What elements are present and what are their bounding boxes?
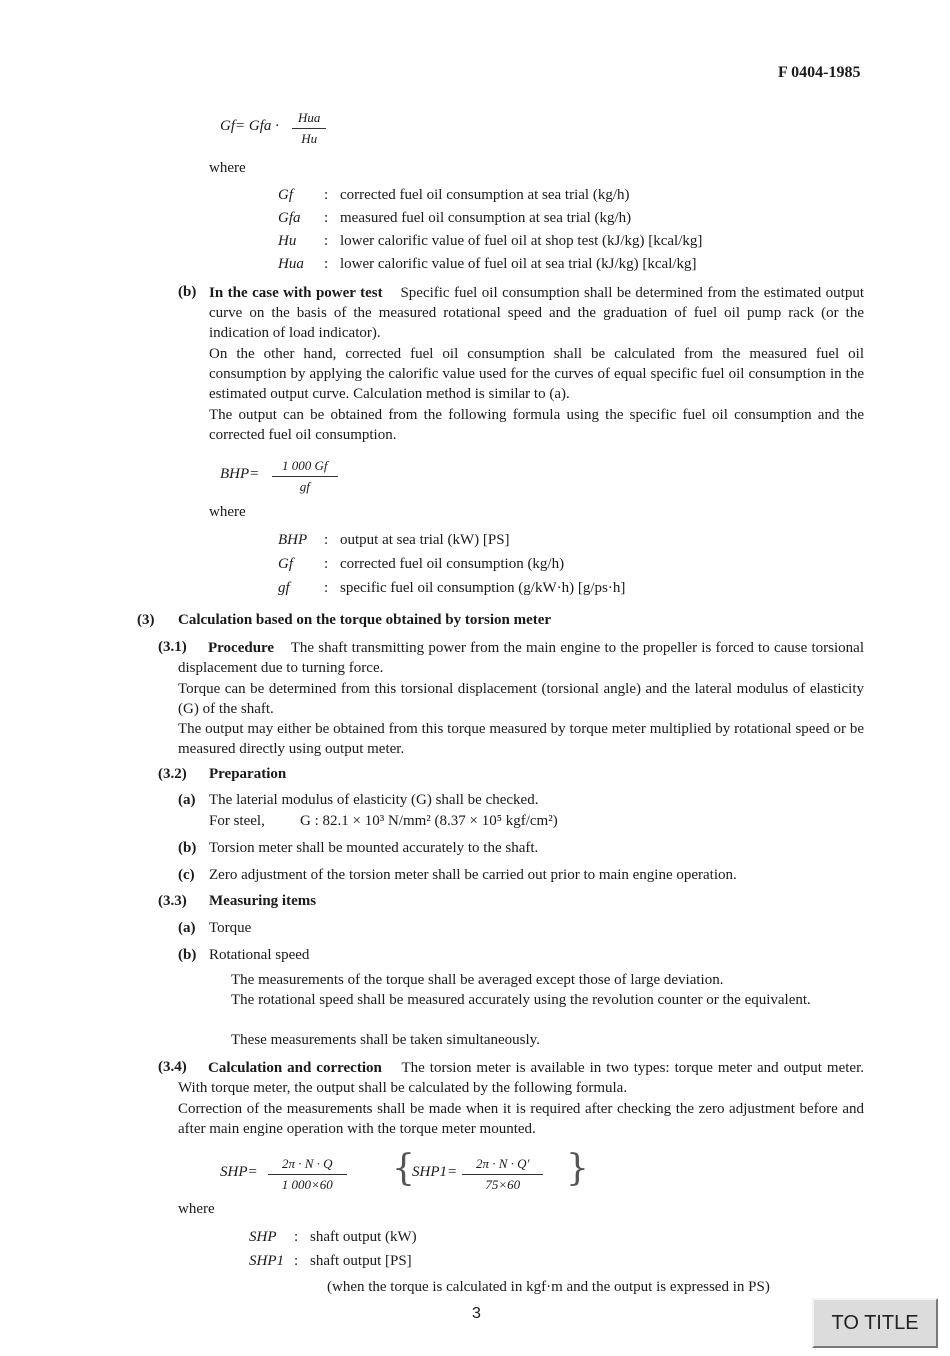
definition-row: Gf : corrected fuel oil consumption at sea trial (kg/h) — [278, 184, 758, 206]
formula-bhp-numerator: 1 000 Gf — [272, 456, 338, 477]
section-3-2-title: Preparation — [209, 766, 287, 782]
right-brace: } — [566, 1148, 589, 1189]
definition-symbol: BHP — [278, 532, 308, 548]
definition-text: shaft output (kW) — [310, 1229, 417, 1245]
where-label-1: where — [209, 160, 246, 176]
where-label-2: where — [209, 504, 246, 520]
section-3-label: (3) — [137, 612, 155, 628]
definition-row: Hua : lower calorific value of fuel oil at sea trial (kJ/kg) [kcal/kg] — [278, 253, 758, 275]
definition-row: BHP : output at sea trial (kW) [PS] — [278, 529, 698, 551]
definition-text: output at sea trial (kW) [PS] — [340, 532, 510, 548]
section-3-4-paragraph-1 — [178, 1058, 864, 1098]
document-id: F 0404-1985 — [778, 64, 861, 81]
formula-shp1-fraction — [462, 1154, 543, 1195]
section-3-1-title: Procedure — [208, 640, 275, 656]
formula-shp-lhs: SHP= — [220, 1164, 258, 1180]
to-title-button[interactable]: TO TITLE — [812, 1298, 938, 1348]
section-3-1-paragraph-2: Torque can be determined from this torsional displacement (torsional angle) and the lateral modulus of elasticity (G) of the shaft. — [178, 681, 864, 717]
formula-bhp-fraction — [272, 456, 338, 497]
definition-text: corrected fuel oil consumption (kg/h) — [340, 556, 565, 572]
ps-unit-note: (when the torque is calculated in kgf·m and the output is expressed in PS) — [327, 1279, 770, 1295]
definition-symbol: Hu — [278, 233, 297, 249]
section-b-label: (b) — [178, 284, 197, 300]
section-3-4-title: Calculation and correction — [208, 1060, 382, 1076]
definition-text: lower calorific value of fuel oil at sea trial (kJ/kg) [kcal/kg] — [340, 256, 697, 272]
item-label: (a) — [178, 792, 196, 808]
formula-fuel-fraction — [292, 108, 326, 149]
section-b-paragraph-3: The output can be obtained from the following formula using the specific fuel oil consumption and the corrected fuel oil consumption. — [209, 407, 864, 443]
definition-symbol: Hua — [278, 256, 304, 272]
measurement-note-1: The measurements of the torque shall be averaged except those of large deviation. — [231, 972, 724, 988]
definition-text: measured fuel oil consumption at sea trial (kg/h) — [340, 210, 632, 226]
formula-shp-numerator: 2π · N · Q — [268, 1154, 347, 1175]
item-text: The laterial modulus of elasticity (G) shall be checked. — [209, 792, 539, 808]
section-3-4-label: (3.4) — [158, 1059, 187, 1075]
formula-fuel-lhs: Gf= Gfa · — [220, 118, 279, 134]
formula-shp-denominator: 1 000×60 — [281, 1177, 333, 1192]
formula-shp1-numerator: 2π · N · Q′ — [462, 1154, 543, 1175]
item-label: (b) — [178, 947, 197, 963]
definition-row: SHP : shaft output (kW) — [249, 1226, 549, 1248]
definition-symbol: gf — [278, 580, 290, 596]
definition-row: gf : specific fuel oil consumption (g/kW·h) [g/ps·h] — [278, 577, 698, 599]
section-b-text-1: Specific fuel oil consumption shall be determined from the estimated output curve on the basis of the measured rotational speed and the graduation of fuel oil pump rack (or the indication of load indicator). — [209, 285, 864, 341]
item-text: Zero adjustment of the torsion meter shall be carried out prior to main engine operation. — [209, 867, 737, 883]
formula-fuel-numerator: Hua — [292, 108, 326, 129]
section-3-1-paragraph-3: The output may either be obtained from this torque measured by torque meter multiplied by rotational speed or be measured directly using output meter. — [178, 721, 864, 757]
definition-symbol: SHP1 — [249, 1253, 284, 1269]
item-label: (c) — [178, 867, 195, 883]
formula-fuel-denominator: Hu — [301, 131, 318, 146]
item-label: (b) — [178, 840, 197, 856]
section-b-paragraph-2: On the other hand, corrected fuel oil consumption shall be calculated from the measured fuel oil consumption by applying the calorific value used for the curves of equal specific fuel oil consumption in the estimated output curve. Calculation method is similar to (a). — [209, 346, 864, 402]
section-3-2-label: (3.2) — [158, 766, 187, 782]
definition-row: SHP1 : shaft output [PS] — [249, 1250, 549, 1272]
definition-symbol: Gfa — [278, 210, 301, 226]
measurement-note-2: The rotational speed shall be measured accurately using the revolution counter or the equivalent. — [231, 992, 811, 1008]
section-3-4-paragraph-2: Correction of the measurements shall be made when it is required after checking the zero adjustment before and after main engine operation with the torque meter mounted. — [178, 1101, 864, 1137]
left-brace: { — [392, 1148, 415, 1189]
definition-symbol: Gf — [278, 187, 293, 203]
section-3-1-text-1: The shaft transmitting power from the main engine to the propeller is forced to cause torsional displacement due to turning force. — [178, 640, 864, 676]
section-b-paragraph-1 — [209, 283, 864, 343]
definition-text: shaft output [PS] — [310, 1253, 412, 1269]
formula-bhp-lhs: BHP= — [220, 466, 260, 482]
steel-modulus-value: G : 82.1 × 10³ N/mm² (8.37 × 10⁵ kgf/cm²) — [300, 813, 558, 829]
definition-text: specific fuel oil consumption (g/kW·h) [g/ps·h] — [340, 580, 626, 596]
section-3-1-label: (3.1) — [158, 639, 187, 655]
item-label: (a) — [178, 920, 196, 936]
definition-row: Gfa : measured fuel oil consumption at sea trial (kg/h) — [278, 207, 758, 229]
item-text: Torque — [209, 920, 252, 936]
section-3-3-label: (3.3) — [158, 893, 187, 909]
formula-bhp-denominator: gf — [299, 479, 310, 494]
definition-row: Gf : corrected fuel oil consumption (kg/h) — [278, 553, 698, 575]
section-3-title: Calculation based on the torque obtained by torsion meter — [178, 612, 552, 628]
section-3-4-text-1: The torsion meter is available in two types: torque meter and output meter. With torque meter, the output shall be calculated by the following formula. — [178, 1060, 864, 1096]
where-label-3: where — [178, 1201, 215, 1217]
section-3-1-paragraph-1 — [178, 638, 864, 678]
section-b-title: In the case with power test — [209, 285, 383, 301]
definition-symbol: SHP — [249, 1229, 277, 1245]
definition-text: lower calorific value of fuel oil at shop test (kJ/kg) [kcal/kg] — [340, 233, 703, 249]
item-text: Torsion meter shall be mounted accurately to the shaft. — [209, 840, 539, 856]
definition-row: Hu : lower calorific value of fuel oil at shop test (kJ/kg) [kcal/kg] — [278, 230, 758, 252]
formula-shp1-lhs: SHP1= — [412, 1164, 458, 1180]
measurement-note-3: These measurements shall be taken simultaneously. — [231, 1032, 540, 1048]
page-number: 3 — [472, 1305, 481, 1322]
formula-shp-fraction — [268, 1154, 347, 1195]
steel-label: For steel, — [209, 813, 265, 829]
definition-symbol: Gf — [278, 556, 293, 572]
section-3-3-title: Measuring items — [209, 893, 317, 909]
item-text: Rotational speed — [209, 947, 310, 963]
definition-text: corrected fuel oil consumption at sea trial (kg/h) — [340, 187, 630, 203]
formula-shp1-denominator: 75×60 — [485, 1177, 521, 1192]
